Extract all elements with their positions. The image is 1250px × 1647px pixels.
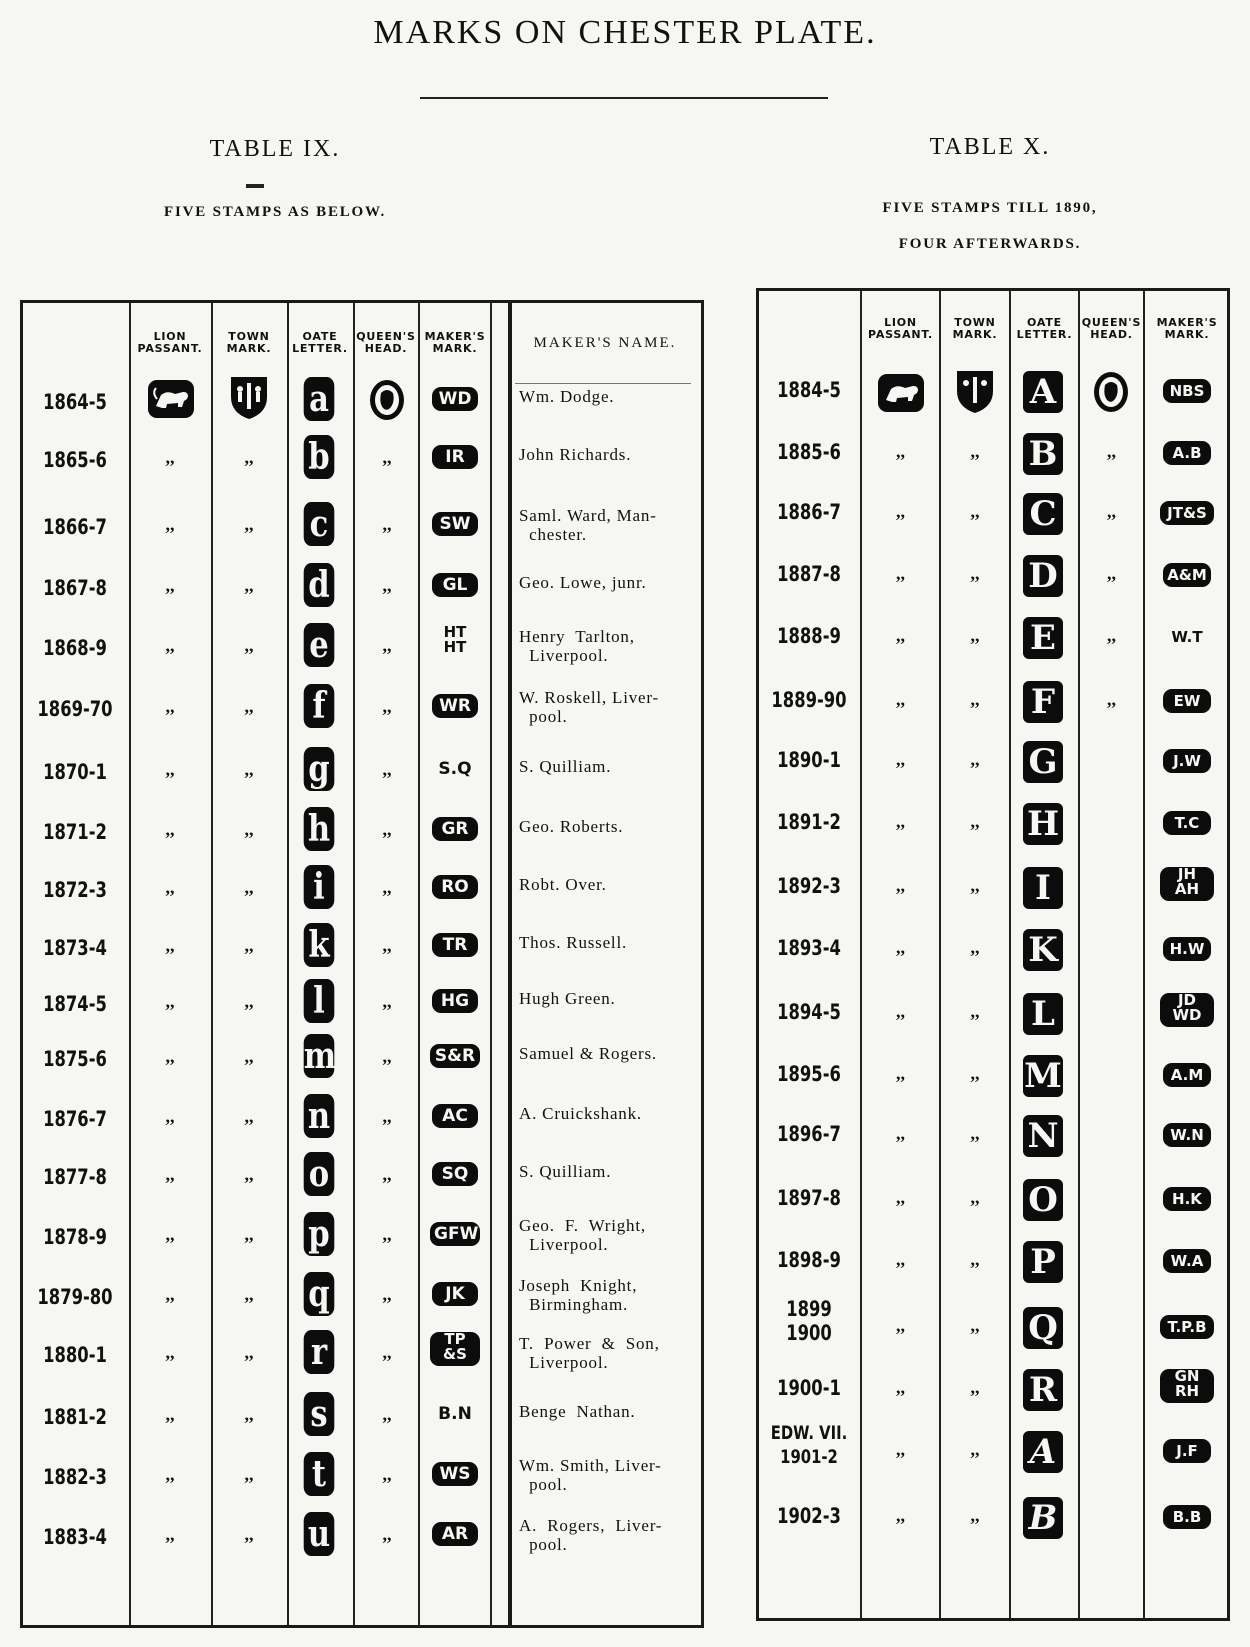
- year-cell: 1898-9: [777, 1248, 841, 1272]
- maker-name: Wm. Dodge.: [519, 387, 615, 406]
- ditto-mark: ,,: [896, 563, 905, 583]
- makers-mark: HG: [432, 989, 478, 1013]
- ditto-mark: ,,: [970, 749, 980, 769]
- date-letter: t: [304, 1452, 335, 1496]
- date-letter: L: [1023, 993, 1063, 1035]
- ditto-mark: ,,: [165, 1464, 175, 1484]
- makers-mark: AR: [432, 1522, 478, 1546]
- col-divider: [1009, 291, 1011, 1618]
- ditto-mark: ,,: [896, 1377, 905, 1397]
- ditto-mark: ,,: [1107, 689, 1116, 709]
- ditto-mark: ,,: [896, 1123, 905, 1143]
- makers-mark: TR: [432, 933, 478, 957]
- col-divider: [353, 303, 355, 1625]
- col-header-name: MAKER'S NAME.: [533, 335, 677, 351]
- ditto-mark: ,,: [1107, 501, 1116, 521]
- ditto-mark: ,,: [382, 1284, 392, 1304]
- ditto-mark: ,,: [970, 1001, 980, 1021]
- ditto-mark: ,,: [1107, 441, 1116, 461]
- year-cell: 1900-1: [777, 1376, 841, 1400]
- col-header-queen: QUEEN'S HEAD.: [1081, 316, 1142, 341]
- ditto-mark: ,,: [970, 501, 980, 521]
- col-header-town: TOWN MARK.: [952, 316, 998, 341]
- ditto-mark: ,,: [244, 1164, 254, 1184]
- ditto-mark: ,,: [165, 575, 175, 595]
- col-header-date: OATE LETTER.: [292, 330, 348, 355]
- heading-tick: [246, 184, 264, 188]
- makers-mark: WD: [432, 387, 478, 411]
- col-divider: [490, 303, 492, 1625]
- makers-mark: WR: [432, 694, 478, 718]
- makers-mark: J.F: [1163, 1439, 1211, 1463]
- date-letter: E: [1023, 617, 1063, 659]
- ditto-mark: ,,: [896, 937, 905, 957]
- date-letter: s: [304, 1392, 335, 1436]
- date-letter: h: [304, 807, 335, 851]
- ditto-mark: ,,: [244, 635, 254, 655]
- ditto-mark: ,,: [896, 689, 905, 709]
- ditto-mark: ,,: [382, 1464, 392, 1484]
- date-letter: I: [1023, 867, 1063, 909]
- col-divider: [1078, 291, 1080, 1618]
- makers-mark: SQ: [432, 1162, 478, 1186]
- ditto-mark: ,,: [896, 749, 905, 769]
- ditto-mark: ,,: [244, 1224, 254, 1244]
- date-letter: a: [304, 377, 335, 421]
- year-cell: 1896-7: [777, 1122, 841, 1146]
- makers-mark: JD WD: [1160, 993, 1214, 1027]
- ditto-mark: ,,: [382, 759, 392, 779]
- maker-name: Hugh Green.: [519, 989, 616, 1008]
- lion-passant-icon: [877, 373, 925, 413]
- makers-mark: B.N: [438, 1404, 472, 1424]
- page-title: MARKS ON CHESTER PLATE.: [373, 14, 877, 51]
- maker-name: Benge Nathan.: [519, 1402, 636, 1421]
- ditto-mark: ,,: [244, 1284, 254, 1304]
- date-letter: u: [304, 1512, 335, 1556]
- year-cell: 1885-6: [777, 440, 841, 464]
- col-header-queen: QUEEN'S HEAD.: [356, 330, 416, 355]
- table-ix-heading: TABLE IX.: [209, 136, 341, 162]
- makers-mark: A.B: [1163, 441, 1211, 465]
- year-cell: 1887-8: [777, 562, 841, 586]
- table-x: [756, 288, 1230, 1621]
- table-x-subheading-1: FIVE STAMPS TILL 1890,: [882, 200, 1098, 216]
- maker-name: Geo. Roberts.: [519, 817, 624, 836]
- ditto-mark: ,,: [896, 1187, 905, 1207]
- makers-mark: S&R: [430, 1044, 480, 1068]
- year-cell: 1866-7: [43, 515, 107, 539]
- year-cell: 1877-8: [43, 1165, 107, 1189]
- makers-mark: A.M: [1163, 1063, 1211, 1087]
- maker-name: John Richards.: [519, 445, 632, 464]
- col-header-town: TOWN MARK.: [226, 330, 272, 355]
- year-cell: 1874-5: [43, 992, 107, 1016]
- year-cell: 1882-3: [43, 1465, 107, 1489]
- makers-mark: JT&S: [1160, 501, 1214, 525]
- ditto-mark: ,,: [970, 1315, 980, 1335]
- makers-mark: J.W: [1163, 749, 1211, 773]
- queens-head-icon: [369, 379, 405, 421]
- town-shield-icon: [229, 375, 269, 421]
- date-letter: A: [1023, 371, 1063, 413]
- year-cell: EDW. VII. 1901-2: [770, 1422, 848, 1468]
- makers-mark: H.K: [1163, 1187, 1211, 1211]
- ditto-mark: ,,: [896, 1249, 905, 1269]
- date-letter: k: [304, 923, 335, 967]
- date-letter: F: [1023, 681, 1063, 723]
- ditto-mark: ,,: [896, 1439, 905, 1459]
- maker-name: Wm. Smith, Liver- pool.: [519, 1456, 662, 1494]
- year-cell: 1872-3: [43, 878, 107, 902]
- maker-name: A. Rogers, Liver- pool.: [519, 1516, 663, 1554]
- ditto-mark: ,,: [165, 696, 175, 716]
- maker-name: T. Power & Son, Liverpool.: [519, 1334, 660, 1372]
- ditto-mark: ,,: [244, 447, 254, 467]
- ditto-mark: ,,: [970, 1187, 980, 1207]
- ditto-mark: ,,: [896, 625, 905, 645]
- makers-mark: W.T: [1171, 628, 1203, 646]
- ditto-mark: ,,: [244, 1046, 254, 1066]
- date-letter: e: [304, 623, 335, 667]
- col-divider: [1143, 291, 1145, 1618]
- ditto-mark: ,,: [165, 635, 175, 655]
- year-cell: 1893-4: [777, 936, 841, 960]
- maker-name: Henry Tarlton, Liverpool.: [519, 627, 635, 665]
- makers-mark: RO: [432, 875, 478, 899]
- year-cell: 1899 1900: [786, 1297, 832, 1345]
- makers-mark: W.N: [1163, 1123, 1211, 1147]
- date-letter: m: [303, 1035, 337, 1077]
- year-cell: 1897-8: [777, 1186, 841, 1210]
- ditto-mark: ,,: [244, 1404, 254, 1424]
- date-letter: B: [1023, 1497, 1063, 1539]
- year-cell: 1892-3: [777, 874, 841, 898]
- makers-mark: EW: [1163, 689, 1211, 713]
- ditto-mark: ,,: [896, 1001, 905, 1021]
- ditto-mark: ,,: [165, 759, 175, 779]
- date-letter: f: [304, 684, 335, 728]
- date-letter: A: [1023, 1431, 1063, 1473]
- col-divider: [418, 303, 420, 1625]
- header-rule: [515, 383, 691, 384]
- ditto-mark: ,,: [165, 935, 175, 955]
- ditto-mark: ,,: [896, 501, 905, 521]
- ditto-mark: ,,: [244, 1524, 254, 1544]
- date-letter: G: [1023, 741, 1063, 783]
- makers-mark: IR: [432, 445, 478, 469]
- date-letter: P: [1023, 1241, 1063, 1283]
- ditto-mark: ,,: [970, 1377, 980, 1397]
- ditto-mark: ,,: [382, 514, 392, 534]
- maker-name: Joseph Knight, Birmingham.: [519, 1276, 638, 1314]
- maker-name: Samuel & Rogers.: [519, 1044, 657, 1063]
- date-letter: d: [304, 563, 335, 607]
- ditto-mark: ,,: [382, 1342, 392, 1362]
- date-letter: g: [304, 747, 335, 791]
- date-letter: q: [304, 1272, 335, 1316]
- col-divider-thick: [508, 303, 512, 1625]
- col-header-lion: LION PASSANT.: [137, 330, 203, 355]
- maker-name: S. Quilliam.: [519, 1162, 612, 1181]
- ditto-mark: ,,: [244, 1464, 254, 1484]
- maker-name: Robt. Over.: [519, 875, 607, 894]
- year-cell: 1895-6: [777, 1062, 841, 1086]
- ditto-mark: ,,: [382, 1106, 392, 1126]
- date-letter: n: [304, 1094, 335, 1138]
- ditto-mark: ,,: [970, 875, 980, 895]
- ditto-mark: ,,: [165, 1164, 175, 1184]
- date-letter: o: [304, 1152, 335, 1196]
- ditto-mark: ,,: [970, 937, 980, 957]
- makers-mark: GR: [432, 817, 478, 841]
- ditto-mark: ,,: [165, 514, 175, 534]
- makers-mark: GL: [432, 573, 478, 597]
- ditto-mark: ,,: [382, 1224, 392, 1244]
- year-cell: 1876-7: [43, 1107, 107, 1131]
- ditto-mark: ,,: [244, 696, 254, 716]
- year-cell: 1886-7: [777, 500, 841, 524]
- date-letter: R: [1023, 1369, 1063, 1411]
- ditto-mark: ,,: [382, 819, 392, 839]
- col-divider: [129, 303, 131, 1625]
- ditto-mark: ,,: [896, 1505, 905, 1525]
- town-shield-icon: [955, 369, 995, 415]
- makers-mark: T.P.B: [1160, 1315, 1214, 1339]
- year-cell: 1870-1: [43, 760, 107, 784]
- ditto-mark: ,,: [382, 447, 392, 467]
- ditto-mark: ,,: [244, 1106, 254, 1126]
- makers-mark: TP &S: [430, 1332, 480, 1366]
- makers-mark: H.W: [1163, 937, 1211, 961]
- ditto-mark: ,,: [165, 991, 175, 1011]
- makers-mark: SW: [432, 512, 478, 536]
- date-letter: M: [1024, 1056, 1062, 1096]
- makers-mark: JH AH: [1160, 867, 1214, 901]
- ditto-mark: ,,: [382, 935, 392, 955]
- year-cell: 1867-8: [43, 576, 107, 600]
- maker-name: Thos. Russell.: [519, 933, 628, 952]
- maker-name: W. Roskell, Liver- pool.: [519, 688, 659, 726]
- ditto-mark: ,,: [382, 1404, 392, 1424]
- year-cell: 1868-9: [43, 636, 107, 660]
- title-rule: [420, 97, 828, 99]
- ditto-mark: ,,: [382, 1524, 392, 1544]
- col-header-date: OATE LETTER.: [1016, 316, 1073, 341]
- col-divider: [287, 303, 289, 1625]
- year-cell: 1878-9: [43, 1225, 107, 1249]
- ditto-mark: ,,: [970, 563, 980, 583]
- ditto-mark: ,,: [970, 625, 980, 645]
- ditto-mark: ,,: [382, 696, 392, 716]
- ditto-mark: ,,: [896, 1063, 905, 1083]
- ditto-mark: ,,: [970, 1505, 980, 1525]
- ditto-mark: ,,: [165, 1284, 175, 1304]
- year-cell: 1888-9: [777, 624, 841, 648]
- makers-mark: NBS: [1163, 379, 1211, 403]
- makers-mark: W.A: [1163, 1249, 1211, 1273]
- ditto-mark: ,,: [1107, 563, 1116, 583]
- year-cell: 1891-2: [777, 810, 841, 834]
- makers-mark: HT HT: [443, 623, 467, 656]
- ditto-mark: ,,: [970, 1249, 980, 1269]
- ditto-mark: ,,: [970, 1123, 980, 1143]
- date-letter: K: [1023, 929, 1063, 971]
- ditto-mark: ,,: [244, 514, 254, 534]
- year-cell: 1884-5: [777, 378, 841, 402]
- makers-mark: B.B: [1163, 1505, 1211, 1529]
- ditto-mark: ,,: [165, 1404, 175, 1424]
- ditto-mark: ,,: [382, 1164, 392, 1184]
- ditto-mark: ,,: [1107, 625, 1116, 645]
- makers-mark: GFW: [430, 1222, 480, 1246]
- makers-mark: AC: [432, 1104, 478, 1128]
- ditto-mark: ,,: [970, 1439, 980, 1459]
- ditto-mark: ,,: [165, 447, 175, 467]
- year-cell: 1873-4: [43, 936, 107, 960]
- table-ix-subheading: FIVE STAMPS AS BELOW.: [163, 204, 387, 220]
- year-cell: 1865-6: [43, 448, 107, 472]
- ditto-mark: ,,: [382, 575, 392, 595]
- col-header-lion: LION PASSANT.: [867, 316, 934, 341]
- date-letter: b: [304, 435, 335, 479]
- ditto-mark: ,,: [382, 635, 392, 655]
- table-x-subheading-2: FOUR AFTERWARDS.: [898, 236, 1082, 252]
- ditto-mark: ,,: [896, 811, 905, 831]
- date-letter: i: [304, 865, 335, 909]
- table-ix: [20, 300, 704, 1628]
- year-cell: 1883-4: [43, 1525, 107, 1549]
- date-letter: r: [304, 1330, 335, 1374]
- date-letter: H: [1023, 803, 1063, 845]
- makers-mark: GN RH: [1160, 1369, 1214, 1403]
- ditto-mark: ,,: [244, 575, 254, 595]
- table-x-heading: TABLE X.: [929, 134, 1051, 160]
- ditto-mark: ,,: [970, 441, 980, 461]
- ditto-mark: ,,: [165, 877, 175, 897]
- maker-name: Geo. Lowe, junr.: [519, 573, 647, 592]
- ditto-mark: ,,: [244, 935, 254, 955]
- year-cell: 1902-3: [777, 1504, 841, 1528]
- year-cell: 1871-2: [43, 820, 107, 844]
- year-cell: 1869-70: [37, 697, 113, 721]
- ditto-mark: ,,: [244, 759, 254, 779]
- makers-mark: JK: [432, 1282, 478, 1306]
- ditto-mark: ,,: [244, 819, 254, 839]
- date-letter: O: [1023, 1179, 1063, 1221]
- maker-name: S. Quilliam.: [519, 757, 612, 776]
- maker-name: Saml. Ward, Man- chester.: [519, 506, 657, 544]
- ditto-mark: ,,: [244, 1342, 254, 1362]
- ditto-mark: ,,: [382, 991, 392, 1011]
- date-letter: B: [1023, 433, 1063, 475]
- date-letter: N: [1023, 1115, 1063, 1157]
- year-cell: 1890-1: [777, 748, 841, 772]
- col-divider: [211, 303, 213, 1625]
- year-cell: 1881-2: [43, 1405, 107, 1429]
- col-header-maker: MAKER'S MARK.: [424, 330, 486, 355]
- year-cell: 1880-1: [43, 1343, 107, 1367]
- maker-name: Geo. F. Wright, Liverpool.: [519, 1216, 646, 1254]
- makers-mark: WS: [432, 1462, 478, 1486]
- maker-name: A. Cruickshank.: [519, 1104, 642, 1123]
- year-cell: 1879-80: [37, 1285, 113, 1309]
- lion-passant-icon: [147, 379, 195, 419]
- date-letter: D: [1023, 555, 1063, 597]
- ditto-mark: ,,: [165, 1106, 175, 1126]
- ditto-mark: ,,: [970, 811, 980, 831]
- ditto-mark: ,,: [165, 1342, 175, 1362]
- date-letter: l: [304, 979, 335, 1023]
- year-cell: 1889-90: [771, 688, 847, 712]
- ditto-mark: ,,: [165, 1224, 175, 1244]
- makers-mark: T.C: [1163, 811, 1211, 835]
- ditto-mark: ,,: [165, 1046, 175, 1066]
- ditto-mark: ,,: [165, 1524, 175, 1544]
- ditto-mark: ,,: [382, 877, 392, 897]
- date-letter: p: [304, 1212, 335, 1256]
- makers-mark: S.Q: [438, 759, 472, 779]
- queens-head-icon: [1093, 371, 1129, 413]
- ditto-mark: ,,: [896, 441, 905, 461]
- year-cell: 1894-5: [777, 1000, 841, 1024]
- ditto-mark: ,,: [896, 875, 905, 895]
- date-letter: Q: [1023, 1307, 1063, 1349]
- ditto-mark: ,,: [896, 1315, 905, 1335]
- ditto-mark: ,,: [970, 689, 980, 709]
- date-letter: C: [1023, 493, 1063, 535]
- year-cell: 1875-6: [43, 1047, 107, 1071]
- ditto-mark: ,,: [165, 819, 175, 839]
- ditto-mark: ,,: [244, 877, 254, 897]
- ditto-mark: ,,: [244, 991, 254, 1011]
- date-letter: c: [304, 502, 335, 546]
- ditto-mark: ,,: [382, 1046, 392, 1066]
- ditto-mark: ,,: [970, 1063, 980, 1083]
- col-header-maker: MAKER'S MARK.: [1156, 316, 1218, 341]
- makers-mark: A&M: [1163, 563, 1211, 587]
- year-cell: 1864-5: [43, 390, 107, 414]
